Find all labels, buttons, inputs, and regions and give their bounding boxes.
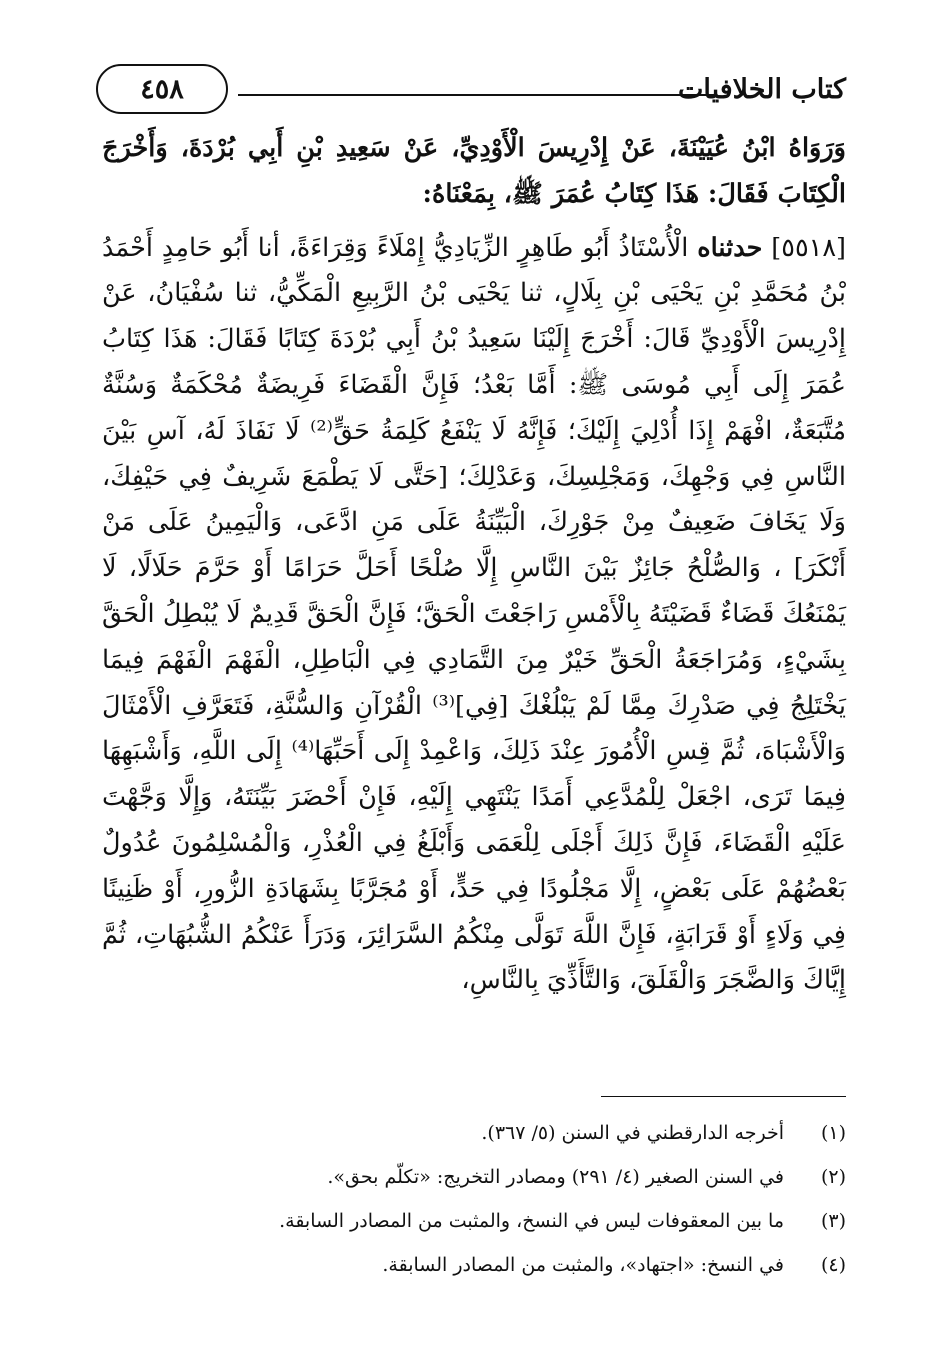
footnote-divider [601, 1096, 846, 1097]
footnote-number: (٤) [820, 1254, 846, 1276]
footnote-number: (٣) [820, 1210, 846, 1232]
hadith-keyword: حدثناه [697, 232, 763, 263]
paragraph-intro: وَرَوَاهُ ابْنُ عُيَيْنَةَ، عَنْ إِدْرِيسَ الْأَوْدِيِّ، عَنْ سَعِيدِ بْنِ أَبِي بُرْدَةَ، وَأَخْرَجَ الْكِتَابَ فَقَالَ: هَذَا كِتَابُ عُمَرَ ﷺ، بِمَعْنَاهُ: [102, 133, 846, 209]
footnotes [102, 1118, 846, 1294]
page-number-badge [96, 64, 228, 114]
hadith-text: الْأُسْتَاذُ أَبُو طَاهِرٍ الزِّيَادِيُّ إِمْلَاءً وَقِرَاءَةً، أنا أَبُو حَامِدٍ أَحْمَدُ بْنُ مُحَمَّدِ بْنِ يَحْيَى بْنِ بِلَالٍ، ثنا يَحْيَى بْنُ الرَّبِيعِ الْمَكِّيُّ، ثنا سُفْيَانُ، عَنْ إِدْرِيسَ الْأَوْدِيِّ قَالَ: أَخْرَجَ إِلَيْنَا سَعِيدُ بْنُ أَبِي بُرْدَةَ كِتَابًا فَقَالَ: هَذَا كِتَابُ عُمَرَ إِلَى أَبِي مُوسَى ﷺ: أَمَّا بَعْدُ؛ فَإِنَّ الْقَضَاءَ فَرِيضَةٌ مُحْكَمَةٌ وَسُنَّةٌ مُتَّبَعَةٌ، افْهَمْ إِذَا أُدْلِيَ إِلَيْكَ؛ فَإِنَّهُ لَا يَنْفَعُ كَلِمَةُ حَقٍّ⁽²⁾ لَا نَفَاذَ لَهُ، آسِ بَيْنَ النَّاسِ فِي وَجْهِكَ، وَمَجْلِسِكَ، وَعَدْلِكَ؛ [حَتَّى لَا يَطْمَعَ شَرِيفٌ فِي حَيْفِكَ، وَلَا يَخَافَ ضَعِيفٌ مِنْ جَوْرِكَ، الْبَيِّنَةُ عَلَى مَنِ ادَّعَى، وَالْيَمِينُ عَلَى مَنْ أَنْكَرَ] ، وَالصُّلْحُ جَائِزٌ بَيْنَ النَّاسِ إِلَّا صُلْحًا أَحَلَّ حَرَامًا أَوْ حَرَّمَ حَلَالًا، لَا يَمْنَعُكَ قَضَاءٌ قَضَيْتَهُ بِالْأَمْسِ رَاجَعْتَ الْحَقَّ؛ فَإِنَّ الْحَقَّ قَدِيمٌ لَا يُبْطِلُ الْحَقَّ بِشَيْءٍ، وَمُرَاجَعَةُ الْحَقِّ خَيْرٌ مِنَ التَّمَادِي فِي الْبَاطِلِ، الْفَهْمَ الْفَهْمَ فِيمَا يَخْتَلِجُ فِي صَدْرِكَ مِمَّا لَمْ يَبْلُغْكَ [فِي]⁽³⁾ الْقُرْآنِ وَالسُّنَّةِ، فَتَعَرَّفِ الْأَمْثَالَ وَالْأَشْبَاهَ، ثُمَّ قِسِ الْأُمُورَ عِنْدَ ذَلِكَ، وَاعْمِدْ إِلَى أَحَبِّهَا⁽⁴⁾ إِلَى اللَّهِ، وَأَشْبَهِهَا فِيمَا تَرَى، اجْعَلْ لِلْمُدَّعِي أَمَدًا يَنْتَهِي إِلَيْهِ، فَإِنْ أَحْضَرَ بَيِّنَتَهُ، وَإِلَّا وَجَّهْتَ عَلَيْهِ الْقَضَاءَ، فَإِنَّ ذَلِكَ أَجْلَى لِلْعَمَى وَأَبْلَغُ فِي الْعُذْرِ، وَالْمُسْلِمُونَ عُدُولٌ بَعْضُهُمْ عَلَى بَعْضٍ، إِلَّا مَجْلُودًا فِي حَدٍّ، أَوْ مُجَرَّبًا بِشَهَادَةِ الزُّورِ، أَوْ ظَنِينًا فِي وَلَاءٍ أَوْ قَرَابَةٍ، فَإِنَّ اللَّهَ تَوَلَّى مِنْكُمُ السَّرَائِرَ، وَدَرَأَ عَنْكُمُ الشُّبُهَاتِ، ثُمَّ إِيَّاكَ وَالضَّجَرَ وَالْقَلَقَ، وَالتَّأَذِّيَ بِالنَّاسِ، [102, 232, 846, 996]
running-header [96, 64, 846, 120]
hadith-number: [٥٥١٨] [771, 232, 846, 263]
footnote-text: أخرجه الدارقطني في السنن (٥/ ٣٦٧). [481, 1122, 784, 1144]
main-text [102, 126, 846, 1004]
footnote-text: في النسخ: «اجتهاد»، والمثبت من المصادر السابقة. [382, 1254, 784, 1276]
footnote-number: (٢) [820, 1166, 846, 1188]
footnote-text: في السنن الصغير (٤/ ٢٩١) ومصادر التخريج: «تكلّم بحق». [327, 1166, 784, 1188]
header-rule [238, 94, 716, 96]
footnote-item [102, 1118, 846, 1148]
footnote-item [102, 1162, 846, 1192]
paragraph-hadith [102, 226, 846, 1005]
book-title: كتاب الخلافيات [677, 74, 846, 105]
page-number: ٤٥٨ [140, 73, 184, 105]
footnote-number: (١) [820, 1122, 846, 1144]
footnote-text: ما بين المعقوفات ليس في النسخ، والمثبت من المصادر السابقة. [279, 1210, 784, 1232]
footnote-item [102, 1250, 846, 1280]
footnote-item [102, 1206, 846, 1236]
